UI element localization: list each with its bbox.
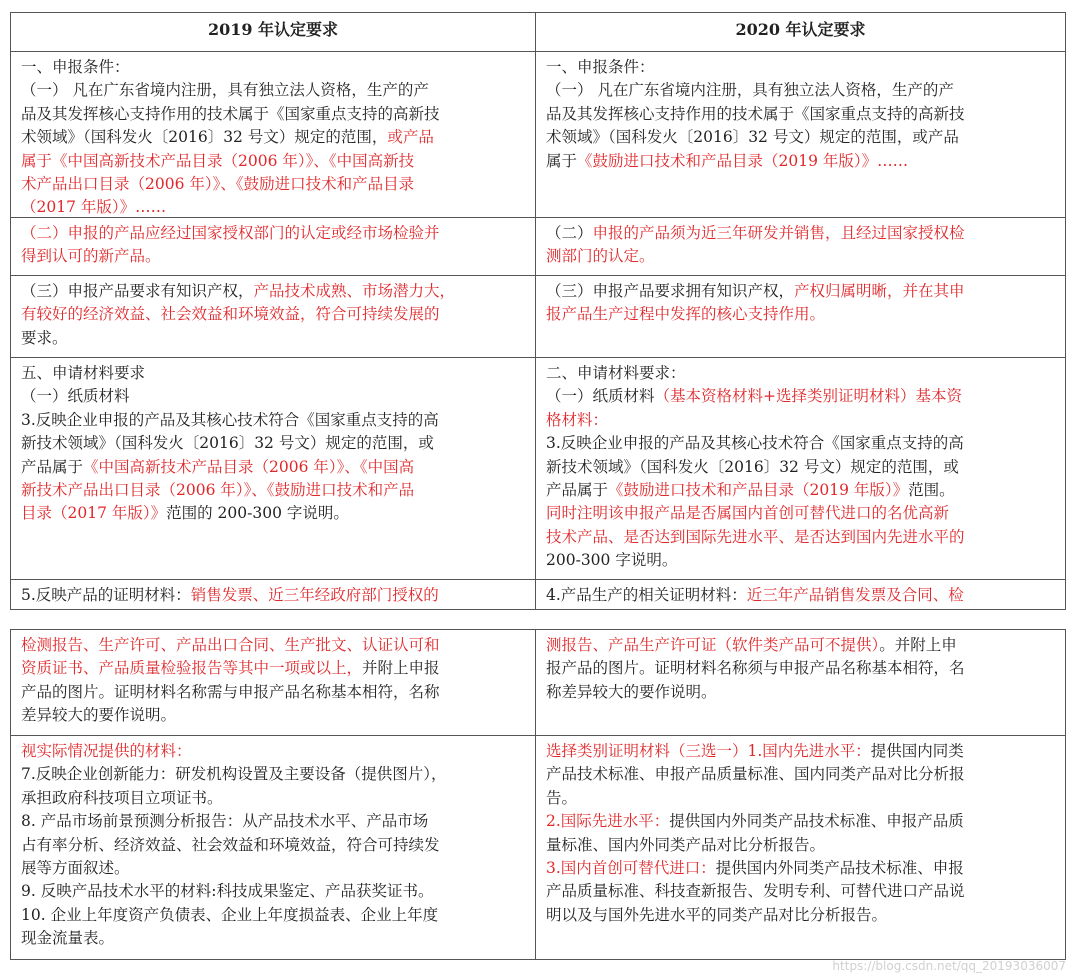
text-line — [546, 126, 1055, 149]
table-header-row — [11, 13, 1065, 51]
text-line — [21, 904, 525, 927]
body-text: 3.反映企业申报的产品及其核心技术符合《国家重点支持的高 — [21, 410, 439, 429]
table-row — [11, 579, 1065, 609]
body-text: 一、申报条件： — [21, 58, 130, 76]
body-text: 量标准、国内外同类产品对比分析报告。 — [546, 835, 826, 854]
header-2020: 2020 年认定要求 — [735, 20, 866, 39]
text-line — [546, 456, 1055, 479]
highlighted-text: （二）申报的产品应经过国家授权部门的认定或经市场检验并 — [21, 224, 440, 242]
highlighted-text: 申报的产品须为近三年研发并销售，且经过国家授权检 — [592, 224, 965, 242]
body-text: 现金流量表。 — [21, 929, 115, 948]
cell-2020 — [536, 736, 1065, 959]
body-text: （二） — [546, 224, 593, 242]
body-text: 要求。 — [21, 328, 68, 347]
comparison-table-bottom — [10, 629, 1066, 960]
text-line — [546, 787, 1055, 810]
highlighted-text: 或产品 — [387, 128, 434, 147]
text-line — [546, 526, 1055, 549]
cell-2019 — [11, 580, 536, 609]
table-row — [11, 51, 1065, 217]
body-text: 产品属于 — [546, 481, 609, 500]
text-line — [21, 303, 525, 326]
body-text: 9. 反映产品技术水平的材料:科技成果鉴定、产品获奖证书。 — [21, 882, 434, 901]
text-line — [546, 385, 1055, 408]
body-text: 3.反映企业申报的产品及其核心技术符合《国家重点支持的高 — [546, 434, 964, 453]
body-text: 新技术领域》（国科发火〔2016〕32 号文）规定的范围，或 — [21, 434, 434, 453]
text-line — [21, 245, 525, 268]
body-text: （一） 凡在广东省境内注册，具有独立法人资格，生产的产 — [546, 81, 954, 100]
text-line — [21, 150, 525, 173]
text-line — [546, 584, 1055, 607]
text-line — [546, 740, 1055, 763]
cell-2019 — [11, 736, 536, 959]
watermark: https://blog.csdn.net/qq_20193036007 — [832, 959, 1066, 973]
table-row — [11, 630, 1065, 735]
cell-2020 — [536, 52, 1065, 217]
highlighted-text: 报产品生产过程中发挥的核心支持作用。 — [546, 305, 826, 324]
body-text: 并附上申报 — [362, 659, 440, 678]
body-text: 品及其发挥核心支持作用的技术属于《国家重点支持的高新技 — [546, 104, 965, 123]
body-text: （一）纸质材料 — [546, 387, 655, 406]
cell-2020 — [536, 580, 1065, 609]
body-text: 差异较大的要作说明。 — [21, 706, 177, 725]
highlighted-text: 测部门的认定。 — [546, 247, 655, 266]
text-line — [21, 880, 525, 903]
text-line — [21, 103, 525, 126]
highlighted-text: 新技术产品出口目录（2006 年）》、《鼓励进口技术和产品 — [21, 481, 415, 500]
table-row — [11, 357, 1065, 579]
table-row — [11, 217, 1065, 275]
text-line — [21, 634, 525, 657]
highlighted-text: 选择类别证明材料（三选一）1.国内先进水平： — [546, 742, 871, 760]
text-line — [546, 904, 1055, 927]
text-line — [21, 787, 525, 810]
body-text: 8. 产品市场前景预测分析报告：从产品技术水平、产品市场 — [21, 812, 429, 831]
body-text: 产品的图片。证明材料名称需与申报产品名称基本相符，名称 — [21, 682, 440, 701]
highlighted-text: 目录（2017 年版）》 — [21, 504, 167, 523]
text-line — [546, 763, 1055, 786]
body-text: 占有率分析、经济效益、社会效益和环境效益，符合可持续发 — [21, 835, 440, 854]
highlighted-text: 《鼓励进口技术和产品目录（2019 年版）》 — [608, 481, 909, 500]
text-line — [21, 740, 525, 763]
text-line — [546, 634, 1055, 657]
highlighted-text: 近三年产品销售发票及合同、检 — [746, 586, 964, 604]
body-text: 范围的 200-300 字说明。 — [166, 504, 349, 523]
highlighted-text: 2.国际先进水平： — [546, 812, 670, 831]
body-text: 术领域》（国科发火〔2016〕32 号文）规定的范围，或产品 — [546, 128, 959, 147]
body-text: 提供国内同类 — [870, 742, 964, 760]
text-line — [546, 245, 1055, 268]
text-line — [21, 456, 525, 479]
highlighted-text: 资质证书、产品质量检验报告等其中一项或以上， — [21, 659, 363, 678]
highlighted-text: 技术产品、是否达到国际先进水平、是否达到国内先进水平的 — [546, 527, 965, 546]
text-line — [546, 834, 1055, 857]
body-text: 10. 企业上年度资产负债表、企业上年度损益表、企业上年度 — [21, 905, 439, 924]
cell-2020 — [536, 630, 1065, 735]
highlighted-text: 得到认可的新产品。 — [21, 247, 161, 266]
highlighted-text: 3.国内首创可替代进口： — [546, 859, 716, 878]
text-line — [21, 327, 525, 350]
body-text: 提供国内外同类产品技术标准、申报 — [715, 859, 964, 878]
text-line — [21, 432, 525, 455]
table-row — [11, 735, 1065, 959]
body-text: （三）申报产品要求有知识产权， — [21, 282, 254, 300]
text-line — [21, 56, 525, 79]
text-line — [21, 385, 525, 408]
cell-2019 — [11, 358, 536, 579]
text-line — [21, 222, 525, 245]
highlighted-text: 术产品出口目录（2006 年）》、《鼓励进口技术和产品目录 — [21, 175, 415, 194]
text-line — [21, 502, 525, 525]
text-line — [546, 409, 1055, 432]
highlighted-text: 有较好的经济效益、社会效益和环境效益，符合可持续发展的 — [21, 305, 440, 324]
text-line — [21, 657, 525, 680]
body-text: 属于 — [546, 151, 578, 170]
body-text: 二、申请材料要求： — [546, 364, 686, 382]
text-line — [21, 196, 525, 217]
text-line — [546, 502, 1055, 525]
body-text: 报产品的图片。证明材料名称须与申报产品名称基本相符，名 — [546, 659, 965, 678]
cell-2019 — [11, 218, 536, 275]
text-line — [21, 173, 525, 196]
body-text: 新技术领域》（国科发火〔2016〕32 号文）规定的范围，或 — [546, 457, 959, 476]
cell-2019 — [11, 630, 536, 735]
body-text: 承担政府科技项目立项证书。 — [21, 788, 223, 807]
body-text: 一、申报条件： — [546, 58, 655, 76]
body-text: 5.反映产品的证明材料： — [21, 586, 191, 604]
text-line — [546, 150, 1055, 173]
body-text: 产品技术标准、申报产品质量标准、国内同类产品对比分析报 — [546, 765, 965, 784]
text-line — [546, 880, 1055, 903]
body-text: （三）申报产品要求拥有知识产权， — [546, 282, 795, 300]
text-line — [546, 103, 1055, 126]
comparison-table-top — [10, 12, 1066, 610]
body-text: 明以及与国外先进水平的同类产品对比分析报告。 — [546, 905, 888, 924]
table-row — [11, 275, 1065, 357]
body-text: 展等方面叙述。 — [21, 859, 130, 878]
highlighted-text: 同时注明该申报产品是否属国内首创可替代进口的名优高新 — [546, 504, 950, 523]
body-text: 。并附上申 — [879, 636, 957, 654]
text-line — [546, 681, 1055, 704]
text-line — [546, 810, 1055, 833]
body-text: 产品质量标准、科技查新报告、发明专利、可替代进口产品说 — [546, 882, 965, 901]
body-text: 术领域》（国科发火〔2016〕32 号文）规定的范围， — [21, 128, 388, 147]
body-text: 品及其发挥核心支持作用的技术属于《国家重点支持的高新技 — [21, 104, 440, 123]
body-text: 200-300 字说明。 — [546, 551, 678, 570]
highlighted-text: 产品技术成熟、市场潜力大， — [253, 282, 456, 300]
text-line — [21, 362, 525, 385]
body-text: 五、申请材料要求 — [21, 364, 146, 382]
text-line — [546, 432, 1055, 455]
highlighted-text: （基本资格材料+选择类别证明材料）基本资 — [654, 387, 963, 406]
text-line — [546, 549, 1055, 572]
text-line — [546, 657, 1055, 680]
text-line — [546, 479, 1055, 502]
body-text: 范围。 — [908, 481, 955, 500]
body-text: （一）纸质材料 — [21, 387, 130, 406]
cell-2019 — [11, 276, 536, 357]
text-line — [21, 834, 525, 857]
text-line — [21, 126, 525, 149]
body-text: 告。 — [546, 788, 578, 807]
body-text: 提供国内外同类产品技术标准、申报产品质 — [669, 812, 964, 831]
header-2019: 2019 年认定要求 — [11, 13, 536, 51]
cell-2020 — [536, 358, 1065, 579]
body-text: 产品属于 — [21, 457, 84, 476]
highlighted-text: 《中国高新技术产品目录（2006 年）》、《中国高 — [83, 457, 415, 476]
highlighted-text: 销售发票、近三年经政府部门授权的 — [190, 586, 439, 604]
text-line — [21, 479, 525, 502]
highlighted-text: 《鼓励进口技术和产品目录（2019 年版）》…… — [577, 151, 909, 170]
highlighted-text: 检测报告、生产许可、产品出口合同、生产批文、认证认可和 — [21, 636, 440, 654]
cell-2020 — [536, 218, 1065, 275]
highlighted-text: 产权归属明晰，并在其申 — [794, 282, 965, 300]
cell-2019 — [11, 52, 536, 217]
text-line — [21, 79, 525, 102]
highlighted-text: 视实际情况提供的材料： — [21, 742, 192, 760]
highlighted-text: 测报告、产品生产许可证（软件类产品可不提供） — [546, 636, 880, 654]
text-line — [21, 857, 525, 880]
text-line — [21, 681, 525, 704]
body-text: （一） 凡在广东省境内注册，具有独立法人资格，生产的产 — [21, 81, 429, 100]
text-line — [21, 810, 525, 833]
text-line — [21, 409, 525, 432]
highlighted-text: 格材料： — [546, 410, 609, 429]
text-line — [21, 763, 525, 786]
body-text: 称差异较大的要作说明。 — [546, 682, 717, 701]
text-line — [546, 362, 1055, 385]
text-line — [21, 927, 525, 950]
text-line — [21, 704, 525, 727]
cell-2020 — [536, 276, 1065, 357]
body-text: 4.产品生产的相关证明材料： — [546, 586, 747, 604]
body-text: 7.反映企业创新能力：研发机构设置及主要设备（提供图片）， — [21, 765, 447, 784]
highlighted-text: （2017 年版）》…… — [21, 198, 167, 217]
text-line — [546, 222, 1055, 245]
text-line — [546, 857, 1055, 880]
text-line — [546, 303, 1055, 326]
text-line — [21, 280, 525, 303]
text-line — [546, 280, 1055, 303]
text-line — [546, 56, 1055, 79]
text-line — [21, 584, 525, 607]
highlighted-text: 属于《中国高新技术产品目录（2006 年）》、《中国高新技 — [21, 151, 415, 170]
text-line — [546, 79, 1055, 102]
